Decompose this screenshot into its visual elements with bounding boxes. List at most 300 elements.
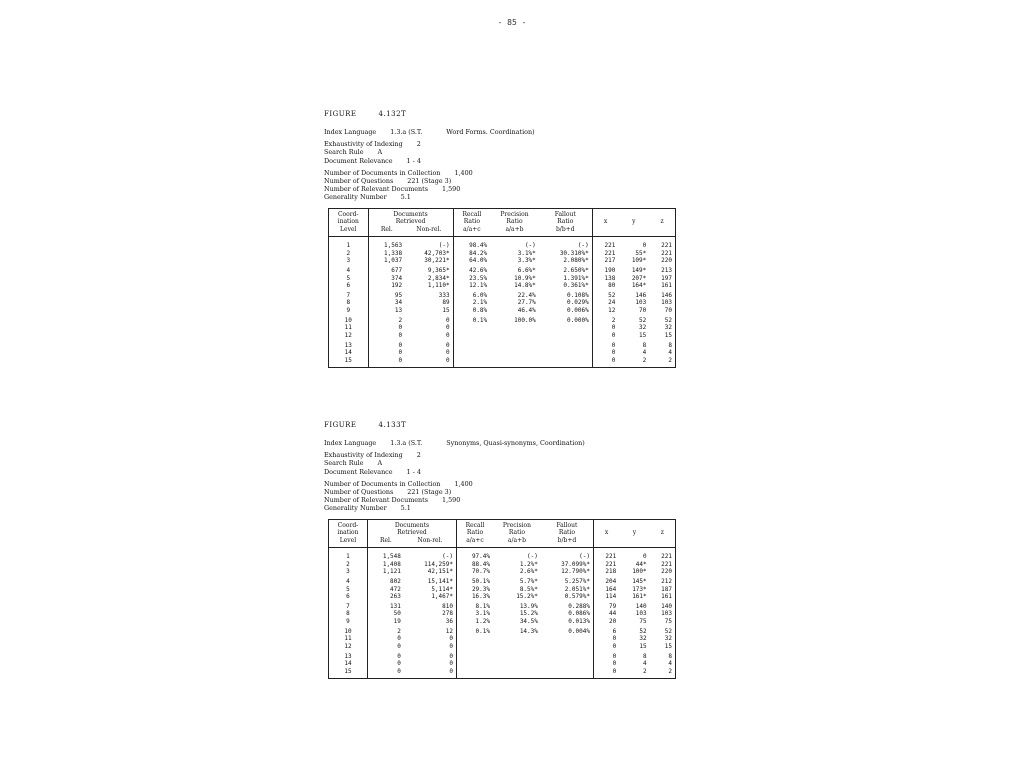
index-language-detail: Word Forms. Coordination) — [446, 128, 535, 136]
num-relevant-line — [324, 185, 679, 193]
cell-z: 32 — [649, 324, 675, 331]
cell-recall: 29.3% — [471, 585, 490, 593]
cell-precision: 2.6%* — [519, 568, 538, 575]
cell-level: 10 — [329, 625, 368, 635]
cell-z: 103 — [650, 610, 676, 617]
cell-precision — [490, 332, 539, 339]
cell-x: 221 — [605, 553, 617, 561]
exhaustivity-value: 2 — [416, 451, 421, 460]
cell-x: 0 — [612, 635, 617, 643]
cell-rel: 802 — [390, 578, 401, 586]
num-docs-line — [324, 480, 679, 488]
cell-y: 52 — [639, 628, 647, 636]
cell-nonrel: 114,259* — [404, 561, 457, 568]
cell-rel: 263 — [390, 592, 401, 600]
cell-nonrel: 0 — [405, 314, 453, 324]
cell-fallout: 0.004% — [541, 625, 594, 635]
cell-nonrel: 9,365* — [405, 264, 453, 274]
table-row — [329, 349, 676, 356]
cell-x: 114 — [605, 592, 617, 600]
header-x: x — [592, 208, 618, 237]
num-relevant-label: Number of Relevant Documents — [324, 185, 428, 194]
header-nonrel: Non-rel. — [405, 226, 453, 237]
table-row — [329, 237, 676, 250]
table-row — [329, 650, 676, 660]
num-docs-value: 1,400 — [454, 479, 473, 488]
cell-z: 220 — [649, 257, 675, 264]
cell-fallout — [541, 660, 594, 667]
cell-fallout: 0.108% — [539, 289, 592, 299]
cell-y: 103 — [635, 299, 647, 307]
cell-precision: 15.2%* — [516, 592, 538, 600]
results-body — [329, 548, 676, 678]
cell-x: 217 — [604, 257, 616, 264]
cell-nonrel: 89 — [405, 299, 453, 306]
cell-y: 161* — [632, 592, 647, 600]
cell-x: 218 — [605, 568, 617, 575]
cell-level: 8 — [329, 610, 368, 617]
cell-rel: 1,563 — [384, 242, 403, 250]
relevance-label: Document Relevance — [324, 156, 393, 165]
cell-z: 146 — [649, 289, 675, 299]
table-row — [329, 357, 676, 368]
cell-precision: 5.7%* — [519, 578, 538, 586]
cell-nonrel: 42,151* — [404, 568, 457, 575]
cell-recall: 3.1% — [475, 610, 490, 618]
cell-z: 221 — [650, 548, 676, 561]
num-questions-value: 221 (Stage 3) — [407, 488, 452, 497]
index-language-label: Index Language — [324, 128, 377, 136]
cell-precision — [493, 668, 541, 679]
cell-recall: 16.3% — [471, 592, 490, 600]
cell-fallout — [539, 357, 592, 368]
cell-precision: 46.4% — [517, 306, 536, 314]
cell-rel: 0 — [397, 660, 401, 668]
cell-level: 12 — [329, 332, 369, 339]
cell-x: 0 — [611, 324, 616, 332]
table-row — [329, 314, 676, 324]
relevance-label: Document Relevance — [324, 467, 393, 476]
cell-precision: 13.9% — [519, 603, 538, 611]
search-rule-line — [324, 459, 679, 467]
cell-level: 1 — [329, 548, 368, 561]
cell-recall — [457, 668, 494, 679]
cell-recall — [453, 339, 490, 349]
cell-x: 0 — [593, 668, 619, 679]
cell-recall — [457, 643, 494, 650]
generality-label: Generality Number — [324, 504, 387, 513]
cell-fallout: 0.579%* — [541, 593, 594, 600]
cell-nonrel: 0 — [405, 349, 453, 356]
cell-y: 149* — [631, 267, 647, 275]
cell-z: 2 — [649, 357, 675, 368]
search-rule-label: Search Rule — [324, 148, 364, 157]
cell-precision — [490, 357, 539, 368]
cell-recall: 97.4% — [471, 553, 490, 561]
cell-recall — [453, 332, 490, 339]
cell-recall: 0.1% — [475, 628, 490, 636]
num-docs-label: Number of Documents in Collection — [324, 168, 441, 177]
cell-recall: 8.1% — [475, 603, 490, 611]
cell-z: 52 — [649, 314, 675, 324]
table-row — [329, 275, 676, 282]
cell-y: 0 — [642, 242, 647, 250]
cell-y: 15 — [639, 642, 647, 650]
cell-recall — [457, 635, 494, 642]
cell-precision — [493, 650, 541, 660]
cell-nonrel: 810 — [404, 600, 457, 610]
figure-title — [324, 110, 679, 118]
cell-y: 100* — [632, 568, 647, 575]
cell-precision — [493, 660, 541, 667]
cell-y: 32 — [639, 324, 647, 332]
figure-title — [324, 421, 679, 429]
header-fallout: Fallout Ratio b/b+d — [541, 519, 594, 548]
cell-fallout: (-) — [541, 548, 594, 561]
cell-x: 44 — [609, 610, 617, 618]
cell-fallout: 0.086% — [541, 610, 594, 617]
header-coord: Coord- ination Level — [329, 519, 368, 548]
search-rule-line — [324, 148, 679, 156]
num-docs-value: 1,400 — [454, 168, 473, 177]
cell-precision: (-) — [524, 242, 536, 250]
cell-x: 0 — [611, 341, 616, 349]
cell-x: 2 — [611, 317, 616, 325]
cell-z: 161 — [649, 282, 675, 289]
table-row — [329, 575, 676, 585]
search-rule-value: A — [377, 148, 383, 157]
table-row — [329, 660, 676, 667]
cell-z: 15 — [650, 643, 676, 650]
cell-rel: 95 — [394, 292, 403, 300]
exhaustivity-label: Exhaustivity of Indexing — [324, 451, 403, 460]
cell-level: 9 — [329, 618, 368, 625]
cell-x: 80 — [608, 281, 616, 289]
cell-precision: 27.7% — [517, 299, 536, 307]
cell-z: 140 — [650, 600, 676, 610]
cell-fallout: 37.099%* — [541, 561, 594, 568]
cell-y: 15 — [639, 331, 647, 339]
cell-x: 164 — [605, 585, 617, 593]
cell-fallout: 0.000% — [539, 314, 592, 324]
cell-recall: 23.5% — [469, 274, 488, 282]
header-y: y — [619, 519, 649, 548]
table-row — [329, 324, 676, 331]
cell-fallout — [539, 349, 592, 356]
num-questions-line — [324, 177, 679, 185]
cell-nonrel: 1,110* — [405, 282, 453, 289]
cell-y: 32 — [639, 635, 647, 643]
cell-nonrel: 0 — [405, 339, 453, 349]
table-row — [329, 299, 676, 306]
cell-rel: 2 — [398, 317, 403, 325]
cell-nonrel: 15 — [405, 307, 453, 314]
cell-y: 55* — [635, 249, 647, 257]
table-row — [329, 610, 676, 617]
cell-y: 70 — [639, 306, 647, 314]
index-language-line — [324, 128, 679, 136]
cell-rel: 50 — [393, 610, 401, 618]
cell-nonrel: 15,141* — [404, 575, 457, 585]
cell-rel: 0 — [398, 331, 403, 339]
search-rule-label: Search Rule — [324, 459, 364, 468]
num-docs-line — [324, 169, 679, 177]
cell-recall: 6.0% — [472, 292, 488, 300]
num-questions-label: Number of Questions — [324, 177, 394, 186]
cell-y: 103 — [635, 610, 647, 618]
cell-level: 2 — [329, 250, 369, 257]
cell-z: 15 — [649, 332, 675, 339]
cell-y: 2 — [618, 357, 649, 368]
cell-x: 221 — [604, 242, 616, 250]
cell-nonrel: 5,114* — [404, 586, 457, 593]
header-z: z — [649, 208, 675, 237]
table-row — [329, 586, 676, 593]
cell-recall: 42.6% — [469, 267, 488, 275]
cell-z: 52 — [650, 625, 676, 635]
cell-level: 5 — [329, 586, 368, 593]
cell-z: 221 — [650, 561, 676, 568]
cell-fallout — [539, 339, 592, 349]
relevance-value: 1 - 4 — [406, 467, 421, 476]
cell-fallout — [541, 668, 594, 679]
cell-precision: 14.3% — [519, 628, 538, 636]
cell-rel: 131 — [390, 603, 401, 611]
cell-precision: 6.6%* — [517, 267, 536, 275]
num-questions-label: Number of Questions — [324, 488, 394, 497]
cell-level: 5 — [329, 275, 369, 282]
cell-recall: 70.7% — [471, 568, 490, 575]
cell-fallout: 2.051%* — [541, 586, 594, 593]
cell-fallout: 1.391%* — [539, 275, 592, 282]
cell-rel: 0 — [398, 324, 403, 332]
cell-recall: 50.1% — [471, 578, 490, 586]
generality-line — [324, 193, 679, 201]
cell-rel: 0 — [398, 341, 403, 349]
cell-level: 1 — [329, 237, 369, 250]
cell-level: 13 — [329, 339, 369, 349]
cell-recall — [453, 349, 490, 356]
cell-fallout: 30.310%* — [539, 250, 592, 257]
cell-precision — [490, 324, 539, 331]
cell-z: 161 — [650, 593, 676, 600]
cell-y: 207* — [631, 274, 647, 282]
cell-z: 187 — [650, 586, 676, 593]
cell-level: 6 — [329, 282, 369, 289]
cell-recall: 12.1% — [469, 281, 488, 289]
cell-y: 52 — [639, 317, 647, 325]
cell-precision: 100.0% — [514, 317, 536, 325]
cell-level: 11 — [329, 324, 369, 331]
figure-bottom — [324, 421, 679, 679]
cell-recall: 64.0% — [469, 257, 488, 264]
exhaustivity-line — [324, 140, 679, 148]
cell-precision: 8.5%* — [519, 585, 538, 593]
cell-nonrel: 0 — [404, 668, 457, 679]
cell-z: 221 — [649, 250, 675, 257]
cell-nonrel: 0 — [405, 324, 453, 331]
table-row — [329, 561, 676, 568]
cell-nonrel: 30,221* — [405, 257, 453, 264]
header-nonrel: Non-rel. — [404, 537, 457, 548]
table-row — [329, 289, 676, 299]
cell-fallout: 0.029% — [539, 299, 592, 306]
header-rel: Rel. — [368, 226, 405, 237]
cell-level: 11 — [329, 635, 368, 642]
cell-level: 14 — [329, 349, 369, 356]
num-questions-line — [324, 488, 679, 496]
cell-z: 70 — [649, 307, 675, 314]
table-row — [329, 643, 676, 650]
header-precision: Precision Ratio a/a+b — [490, 208, 539, 237]
cell-recall: 2.1% — [472, 299, 488, 307]
header-recall: Recall Ratio a/a+c — [457, 519, 494, 548]
table-row — [329, 600, 676, 610]
cell-z: 103 — [649, 299, 675, 306]
results-table — [328, 208, 676, 368]
cell-z: 221 — [649, 237, 675, 250]
cell-nonrel: 1,467* — [404, 593, 457, 600]
num-relevant-value: 1,590 — [442, 496, 461, 505]
cell-x: 79 — [609, 603, 617, 611]
cell-fallout — [541, 650, 594, 660]
cell-z: 220 — [650, 568, 676, 575]
cell-rel: 0 — [368, 357, 405, 368]
cell-y: 2 — [619, 668, 649, 679]
cell-recall — [457, 660, 494, 667]
cell-x: 24 — [608, 299, 616, 307]
table-row — [329, 332, 676, 339]
cell-rel: 374 — [391, 274, 403, 282]
cell-rel: 1,338 — [384, 249, 403, 257]
cell-y: 109* — [631, 257, 647, 264]
cell-nonrel: 42,703* — [405, 250, 453, 257]
cell-precision — [490, 339, 539, 349]
cell-nonrel: 333 — [405, 289, 453, 299]
cell-nonrel: (-) — [405, 237, 453, 250]
cell-rel: 13 — [394, 306, 403, 314]
cell-y: 145* — [632, 578, 647, 586]
cell-rel: 1,121 — [382, 568, 401, 575]
exhaustivity-label: Exhaustivity of Indexing — [324, 140, 403, 149]
cell-precision: 15.2% — [519, 610, 538, 618]
cell-fallout: 12.790%* — [541, 568, 594, 575]
table-row — [329, 548, 676, 561]
cell-level: 14 — [329, 660, 368, 667]
cell-level: 7 — [329, 600, 368, 610]
num-docs-label: Number of Documents in Collection — [324, 479, 441, 488]
cell-recall: 0.8% — [472, 306, 488, 314]
cell-y: 4 — [642, 349, 647, 357]
cell-precision: 22.4% — [517, 292, 536, 300]
cell-level: 9 — [329, 307, 369, 314]
cell-recall: 84.2% — [469, 249, 488, 257]
cell-rel: 0 — [397, 642, 401, 650]
cell-z: 32 — [650, 635, 676, 642]
cell-z: 4 — [650, 660, 676, 667]
cell-nonrel: 0 — [405, 357, 453, 368]
cell-x: 190 — [604, 267, 616, 275]
figure-title-number: 4.132T — [378, 110, 407, 118]
cell-precision: (-) — [527, 553, 538, 561]
cell-rel: 0 — [397, 635, 401, 643]
generality-value: 5.1 — [400, 504, 411, 513]
table-row — [329, 264, 676, 274]
cell-level: 10 — [329, 314, 369, 324]
cell-level: 4 — [329, 575, 368, 585]
search-rule-value: A — [377, 459, 383, 468]
num-questions-value: 221 (Stage 3) — [407, 177, 452, 186]
cell-x: 0 — [611, 331, 616, 339]
page-number: - 85 - — [497, 18, 527, 27]
cell-fallout: 2.650%* — [539, 264, 592, 274]
cell-rel: 0 — [397, 652, 401, 660]
header-y: y — [618, 208, 649, 237]
cell-recall: 0.1% — [472, 317, 488, 325]
results-body — [329, 237, 676, 367]
cell-recall: 98.4% — [469, 242, 488, 250]
index-language-detail: Synonyms, Quasi-synonyms, Coordination) — [446, 439, 585, 447]
table-row — [329, 593, 676, 600]
cell-x: 20 — [609, 617, 617, 625]
table-row — [329, 339, 676, 349]
cell-precision: 14.8%* — [514, 281, 536, 289]
cell-rel: 0 — [398, 349, 403, 357]
index-language-line — [324, 439, 679, 447]
cell-recall: 1.2% — [475, 617, 490, 625]
cell-recall — [457, 650, 494, 660]
cell-rel: 1,037 — [384, 257, 403, 264]
header-x: x — [593, 519, 619, 548]
generality-label: Generality Number — [324, 193, 387, 202]
cell-nonrel: 2,834* — [405, 275, 453, 282]
cell-precision: 34.5% — [519, 617, 538, 625]
header-docs: Documents Retrieved — [367, 519, 456, 537]
cell-nonrel: 0 — [404, 650, 457, 660]
cell-z: 8 — [649, 339, 675, 349]
table-row — [329, 250, 676, 257]
cell-fallout: 0.288% — [541, 600, 594, 610]
cell-recall — [453, 324, 490, 331]
relevance-line — [324, 157, 679, 165]
cell-z: 213 — [649, 264, 675, 274]
header-fallout: Fallout Ratio b/b+d — [539, 208, 592, 237]
table-row — [329, 257, 676, 264]
cell-y: 44* — [635, 560, 647, 568]
exhaustivity-value: 2 — [416, 140, 421, 149]
cell-level: 15 — [329, 357, 369, 368]
cell-recall — [453, 357, 490, 368]
cell-fallout: (-) — [539, 237, 592, 250]
results-table — [328, 519, 676, 679]
cell-nonrel: 36 — [404, 618, 457, 625]
cell-x: 138 — [604, 274, 616, 282]
cell-precision: 10.9%* — [514, 274, 536, 282]
cell-z: 4 — [649, 349, 675, 356]
cell-x: 52 — [608, 292, 616, 300]
cell-y: 4 — [643, 660, 647, 668]
cell-y: 75 — [639, 617, 647, 625]
cell-x: 0 — [612, 652, 617, 660]
cell-level: 6 — [329, 593, 368, 600]
cell-fallout: 2.080%* — [539, 257, 592, 264]
cell-rel: 1,548 — [382, 553, 401, 561]
num-relevant-value: 1,590 — [442, 185, 461, 194]
num-relevant-line — [324, 496, 679, 504]
cell-precision: 1.2%* — [519, 560, 538, 568]
cell-x: 221 — [604, 249, 616, 257]
cell-fallout: 5.257%* — [541, 575, 594, 585]
